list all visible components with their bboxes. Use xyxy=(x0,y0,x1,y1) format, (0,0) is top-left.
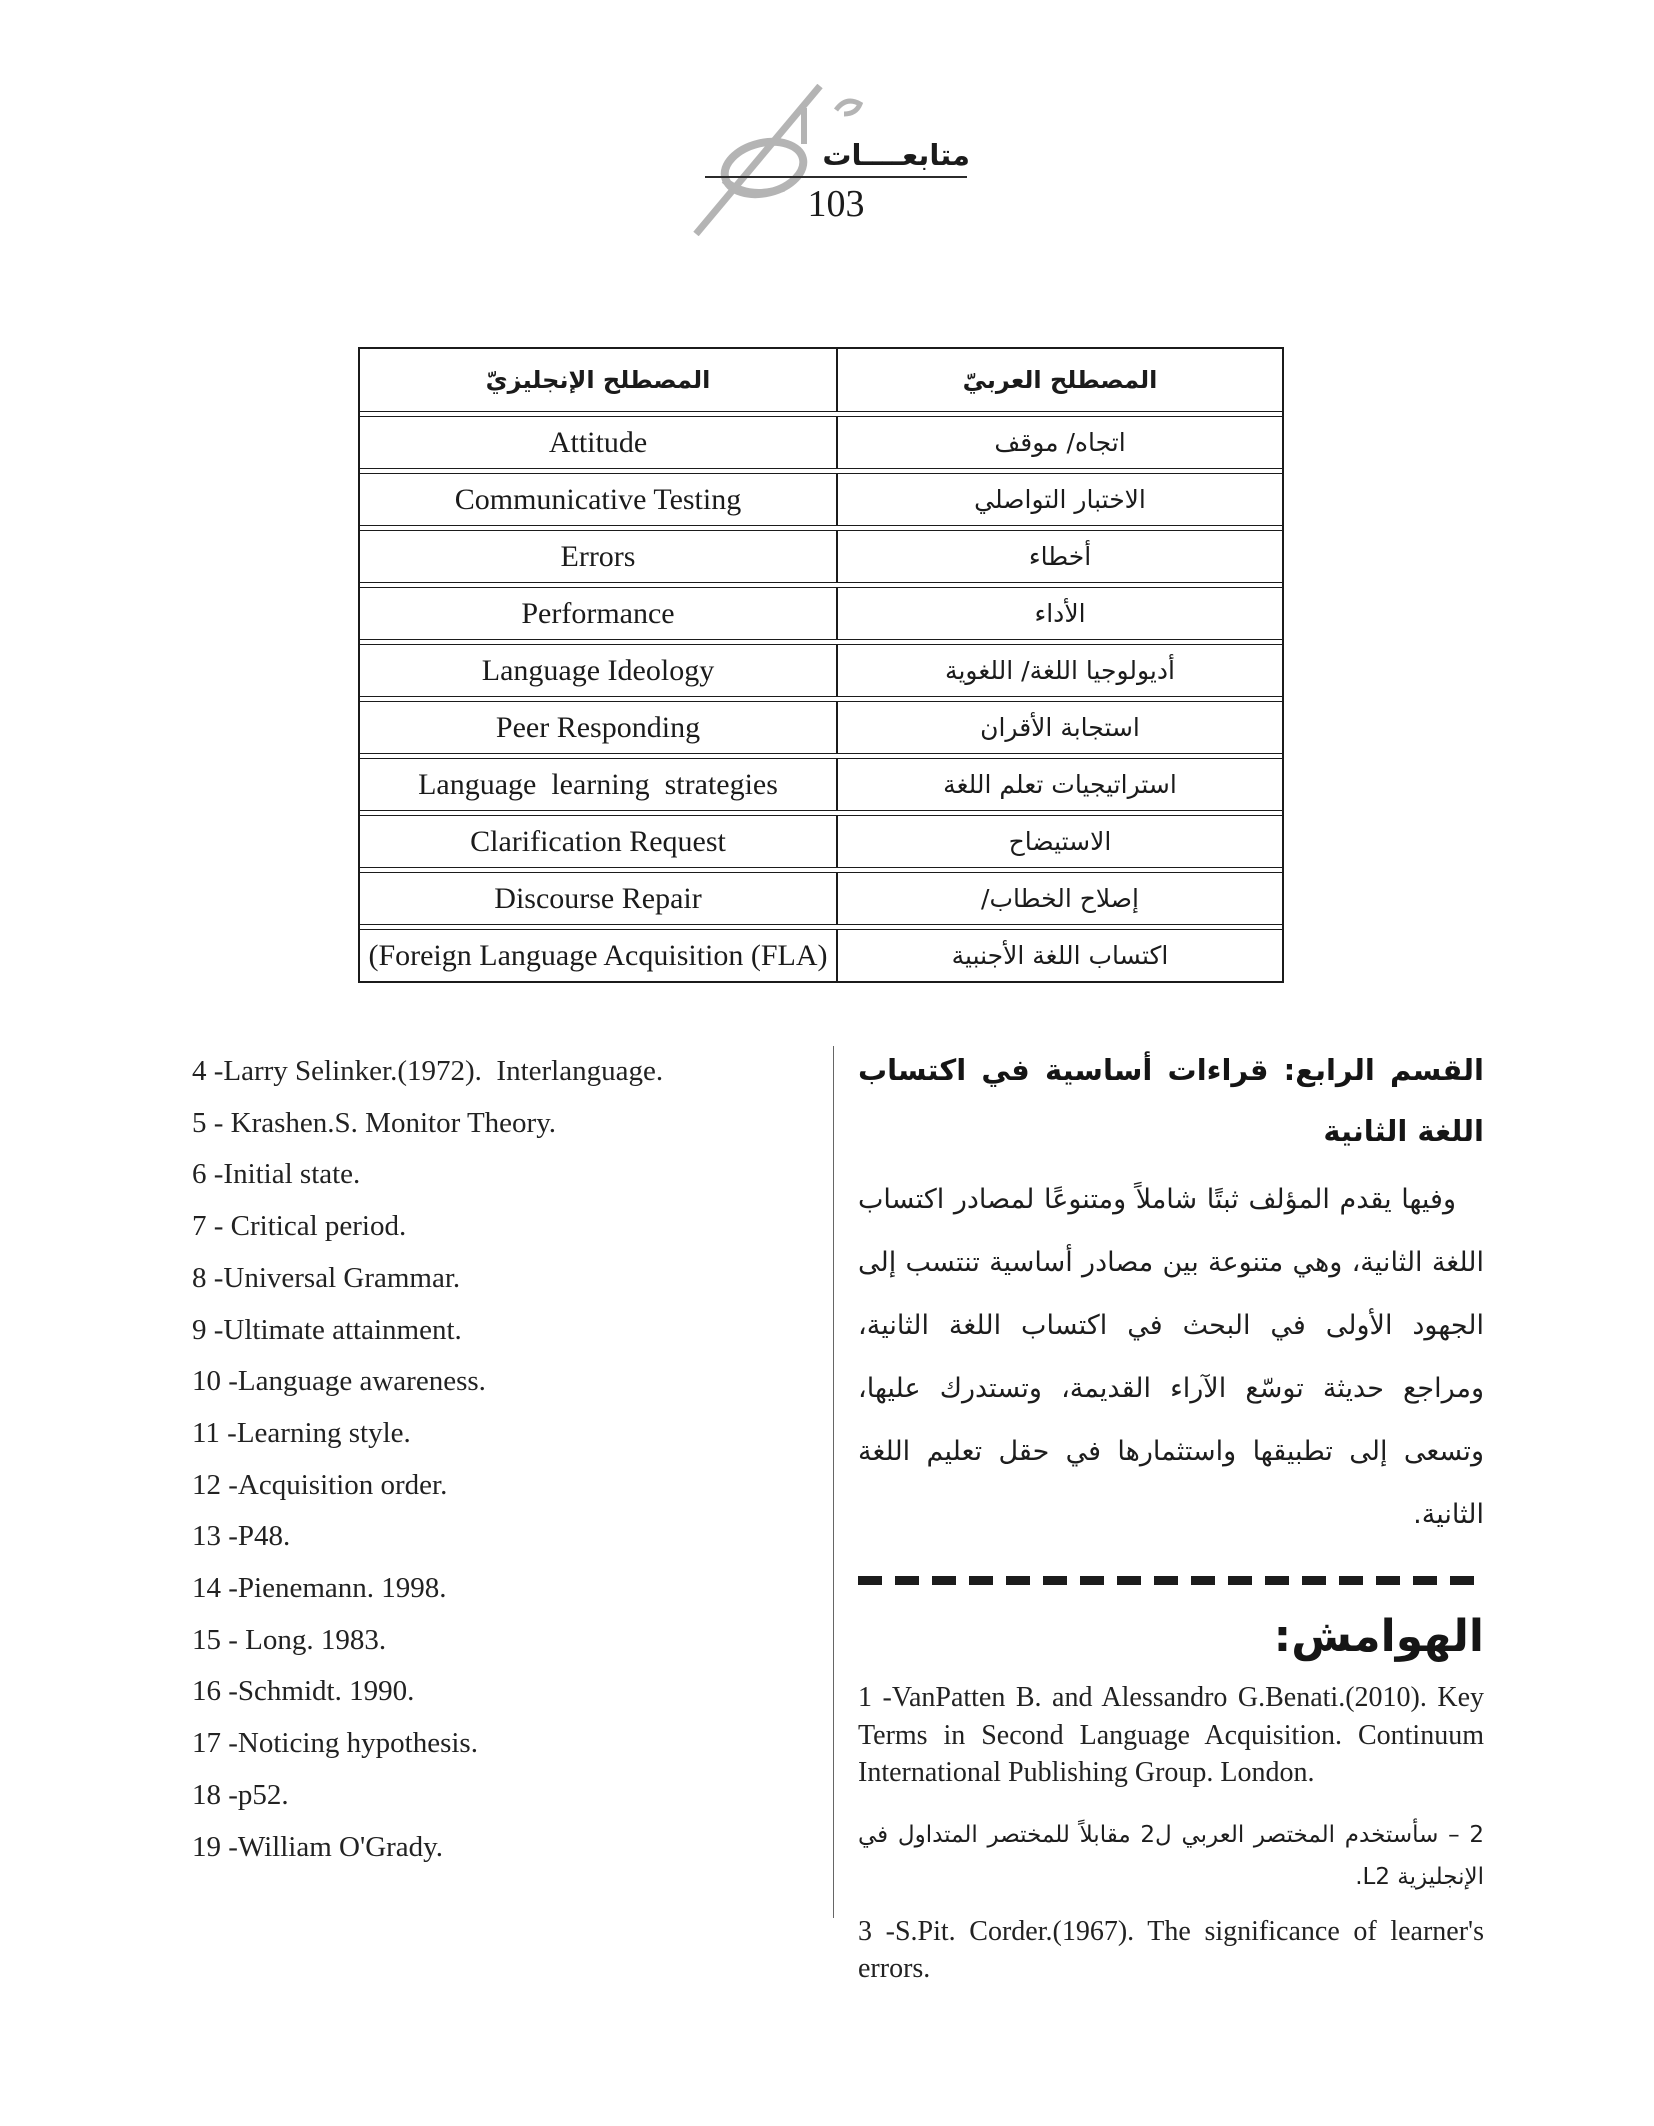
table-row xyxy=(360,644,1282,697)
table-row xyxy=(360,872,1282,925)
footnote-1: 1 -VanPatten B. and Alessandro G.Benati.(2010). Key Terms in Second Language Acquisition. Continuum International Publishing Group. London. xyxy=(858,1682,1484,1788)
table-cell-arabic: اتجاه/ موقف xyxy=(994,428,1126,457)
reference-item: 11 -Learning style. xyxy=(192,1416,411,1449)
reference-item: 13 -P48. xyxy=(192,1520,291,1553)
reference-item: 19 -William O'Grady. xyxy=(192,1830,444,1863)
table-row xyxy=(360,416,1282,469)
table-cell-arabic: الاستيضاح xyxy=(1008,827,1112,856)
reference-list xyxy=(192,1046,782,1873)
table-cell-arabic: أديولوجيا اللغة/ اللغوية xyxy=(945,656,1175,685)
footnote-2: 2 – سأستخدم المختصر العربي ل2 مقابلاً للمختصر المتداول في الإنجليزية L2. xyxy=(858,1821,1484,1890)
table-cell-arabic: أخطاء xyxy=(1028,542,1092,571)
table-cell-arabic: استراتيجيات تعلم اللغة xyxy=(943,770,1177,799)
reference-item: 18 -p52. xyxy=(192,1778,289,1811)
reference-item: 16 -Schmidt. 1990. xyxy=(192,1675,415,1708)
table-cell-english: (Foreign Language Acquisition (FLA) xyxy=(360,930,838,981)
table-row xyxy=(360,530,1282,583)
section-heading: القسم الرابع: قراءات أساسية في اكتساب اللغة الثانية xyxy=(858,1053,1484,1148)
reference-item: 8 -Universal Grammar. xyxy=(192,1261,461,1294)
table-row xyxy=(360,815,1282,868)
header-section-word: متابعــــات xyxy=(822,138,970,172)
header-rule xyxy=(705,176,967,178)
reference-item: 6 -Initial state. xyxy=(192,1158,361,1191)
arabic-column xyxy=(858,1040,1484,1988)
table-cell-arabic: إصلاح الخطاب/ xyxy=(981,884,1139,913)
reference-item: 5 - Krashen.S. Monitor Theory. xyxy=(192,1106,557,1139)
column-divider-rule xyxy=(833,1046,834,1918)
table-cell-english: Language learning strategies xyxy=(360,759,838,810)
table-cell-english: Language Ideology xyxy=(360,645,838,696)
table-header-row xyxy=(360,349,1282,412)
table-cell-english: Peer Responding xyxy=(360,702,838,753)
reference-item: 12 -Acquisition order. xyxy=(192,1468,448,1501)
table-cell-english: Communicative Testing xyxy=(360,474,838,525)
table-cell-english: Attitude xyxy=(360,417,838,468)
table-cell-arabic: الأداء xyxy=(1034,599,1086,628)
table-cell-english: Errors xyxy=(360,531,838,582)
reference-item: 7 - Critical period. xyxy=(192,1210,407,1243)
table-cell-english: Clarification Request xyxy=(360,816,838,867)
dashed-separator xyxy=(858,1576,1484,1585)
reference-item: 17 -Noticing hypothesis. xyxy=(192,1727,478,1760)
reference-item: 9 -Ultimate attainment. xyxy=(192,1313,462,1346)
table-cell-arabic: اكتساب اللغة الأجنبية xyxy=(951,941,1169,970)
table-cell-arabic: استجابة الأقران xyxy=(980,713,1140,742)
reference-item: 4 -Larry Selinker.(1972). Interlanguage. xyxy=(192,1055,664,1087)
table-row xyxy=(360,473,1282,526)
reference-item: 15 - Long. 1983. xyxy=(192,1623,387,1656)
table-row xyxy=(360,758,1282,811)
table-cell-english: Performance xyxy=(360,588,838,639)
reference-item: 10 -Language awareness. xyxy=(192,1365,486,1398)
table-row xyxy=(360,587,1282,640)
page-number: 103 xyxy=(807,183,865,225)
footnotes-heading: الهوامش: xyxy=(1273,1611,1484,1662)
table-cell-arabic: الاختبار التواصلي xyxy=(974,485,1146,514)
reference-item: 14 -Pienemann. 1998. xyxy=(192,1572,447,1605)
table-header-english: المصطلح الإنجليزيّ xyxy=(360,349,838,411)
terminology-table xyxy=(358,347,1284,983)
footnote-3: 3 -S.Pit. Corder.(1967). The significance of learner's errors. xyxy=(858,1915,1484,1984)
section-paragraph: وفيها يقدم المؤلف ثبتًا شاملاً ومتنوعًا لمصادر اكتساب اللغة الثانية، وهي متنوعة بين مصادر أساسية تنتسب إلى الجهود الأولى في البحث في اكتساب اللغة الثانية، ومراجع حديثة توسّع الآراء القديمة، وتستدرك عليها، وتسعى إلى تطبيقها واستثمارها في حقل تعليم اللغة الثانية. xyxy=(858,1184,1484,1530)
table-row xyxy=(360,929,1282,981)
table-cell-english: Discourse Repair xyxy=(360,873,838,924)
table-header-arabic: المصطلح العربيّ xyxy=(962,366,1158,394)
table-row xyxy=(360,701,1282,754)
